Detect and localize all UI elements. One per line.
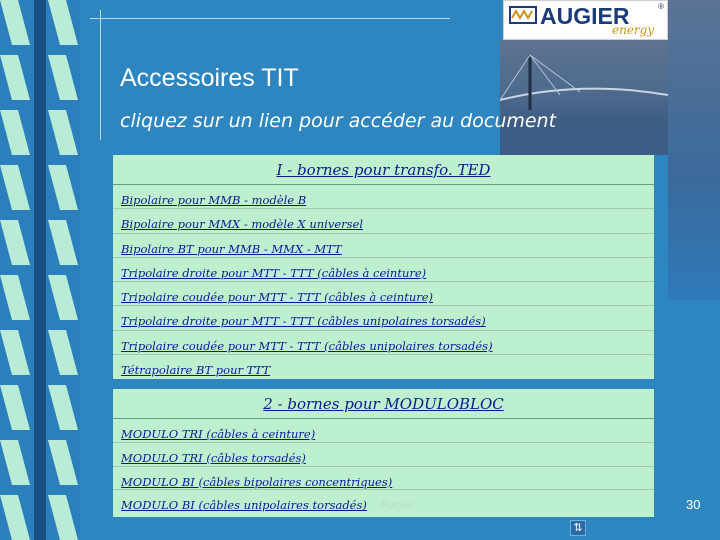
list-item [113,306,654,330]
section-ted-heading-link[interactable]: I - bornes pour transfo. TED [276,161,491,179]
list-item [113,467,654,491]
doc-link[interactable]: MODULO TRI (câbles à ceinture) [121,427,316,441]
doc-link[interactable]: Tripolaire droite pour MTT - TTT (câbles à ceinture) [121,265,427,280]
list-item [113,443,654,467]
section-modulobloc-heading-link[interactable]: 2 - bornes pour MODULOBLOC [263,395,504,413]
list-item [113,258,654,282]
background-photo-strip [668,0,720,300]
doc-link[interactable]: Tripolaire coudée pour MTT - TTT (câbles à ceinture) [121,290,434,305]
doc-link[interactable]: Tétrapolaire BT pour TTT [121,363,271,378]
doc-link[interactable]: Tripolaire droite pour MTT - TTT (câbles unipolaires torsadés) [121,314,486,329]
list-item [113,331,654,355]
registered-mark: ® [658,2,664,11]
bridge-illustration [500,40,668,155]
section-modulobloc-heading [113,389,654,419]
vertical-bar [34,0,46,540]
doc-link[interactable]: MODULO BI (câbles bipolaires concentriques) [121,474,393,489]
page-subtitle: cliquez sur un lien pour accéder au document [120,110,557,132]
list-item [113,209,654,233]
logo-brand: AUGIER [540,3,630,29]
section-ted-heading [113,155,654,185]
page-title: Accessoires TIT [120,64,299,92]
nav-icon[interactable]: ⇅ [570,520,586,536]
footer-company: Augier [380,497,415,511]
doc-link[interactable]: Bipolaire pour MMB - modèle B [121,193,307,207]
list-item [113,355,654,379]
doc-link[interactable]: Tripolaire coudée pour MTT - TTT (câbles unipolaires torsadés) [121,338,493,353]
list-item [113,282,654,306]
section-ted-panel [113,155,654,379]
doc-link[interactable]: Bipolaire BT pour MMB - MMX - MTT [121,241,342,256]
left-decoration [0,0,80,540]
wave-icon [509,6,537,24]
bridge-photo [500,40,668,155]
doc-link[interactable]: MODULO BI (câbles unipolaires torsadés) [121,498,367,513]
doc-link[interactable]: MODULO TRI (câbles torsadés) [121,450,306,465]
list-item [113,234,654,258]
augier-logo [503,0,668,40]
header-divider [90,18,450,19]
doc-link[interactable]: Bipolaire pour MMX - modèle X universel [121,217,364,232]
header-vertical-divider [100,10,101,140]
list-item [113,419,654,443]
list-item [113,185,654,209]
page-number: 30 [686,497,701,512]
logo-tagline: energy [612,23,655,37]
